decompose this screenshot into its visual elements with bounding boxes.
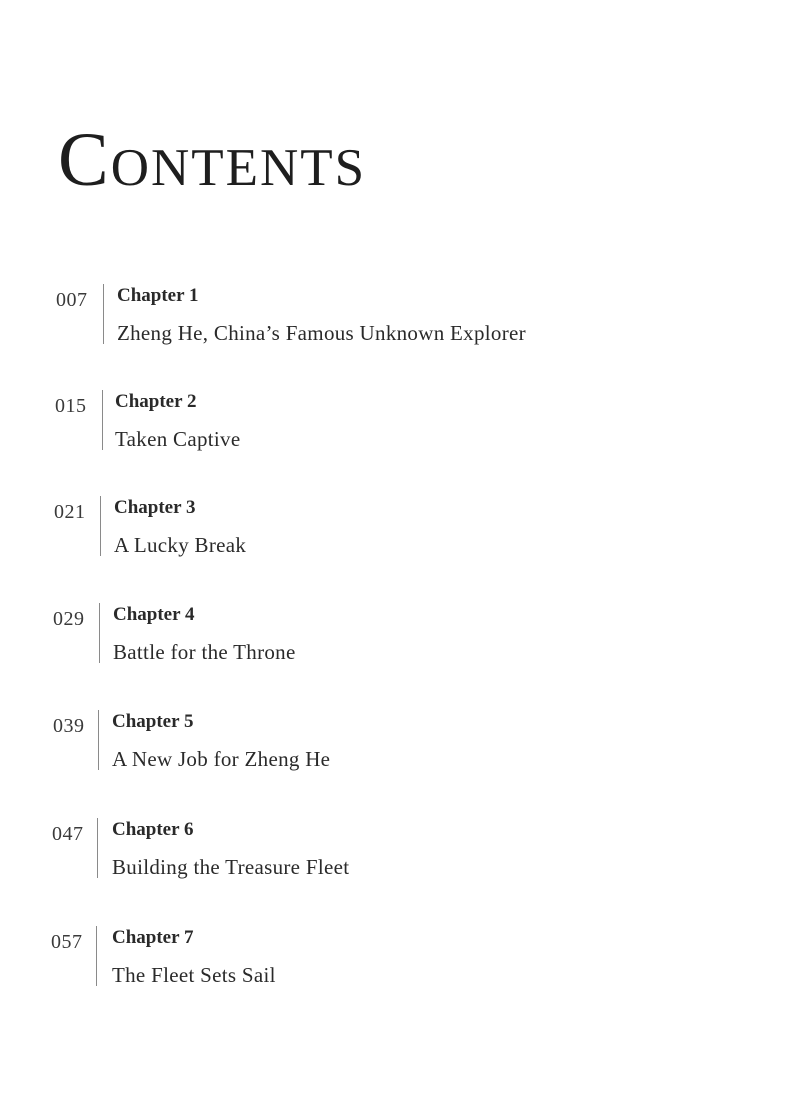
toc-entry-chapter-2[interactable] [55, 390, 575, 470]
toc-chapter-title: Taken Captive [115, 427, 241, 451]
page-title: Contents [58, 118, 367, 202]
toc-chapter-title: Building the Treasure Fleet [112, 855, 350, 879]
toc-chapter-label: Chapter 1 [117, 285, 199, 306]
toc-entry-chapter-3[interactable] [54, 496, 574, 576]
toc-chapter-title: A New Job for Zheng He [112, 747, 331, 771]
toc-divider [100, 496, 101, 556]
toc-chapter-title: Zheng He, China’s Famous Unknown Explorer [117, 321, 526, 345]
toc-page-number: 029 [53, 608, 85, 630]
toc-divider [98, 710, 99, 770]
toc-chapter-label: Chapter 4 [113, 604, 195, 625]
toc-entry-chapter-6[interactable] [52, 818, 572, 898]
toc-page-number: 039 [53, 715, 85, 737]
toc-entry-chapter-7[interactable] [51, 926, 571, 1006]
toc-page-number: 015 [55, 395, 87, 417]
toc-divider [99, 603, 100, 663]
toc-divider [96, 926, 97, 986]
toc-divider [97, 818, 98, 878]
toc-entry-chapter-1[interactable] [56, 284, 576, 364]
toc-entry-chapter-5[interactable] [53, 710, 573, 790]
toc-chapter-title: Battle for the Throne [113, 640, 296, 664]
toc-entry-chapter-4[interactable] [53, 603, 573, 683]
toc-chapter-label: Chapter 3 [114, 497, 196, 518]
toc-chapter-label: Chapter 2 [115, 391, 197, 412]
toc-chapter-title: A Lucky Break [114, 533, 247, 557]
toc-page-number: 057 [51, 931, 83, 953]
toc-page-number: 047 [52, 823, 84, 845]
toc-chapter-label: Chapter 5 [112, 711, 194, 732]
toc-page-number: 007 [56, 289, 88, 311]
toc-chapter-title: The Fleet Sets Sail [112, 963, 276, 987]
toc-divider [103, 284, 104, 344]
toc-page-number: 021 [54, 501, 86, 523]
toc-chapter-label: Chapter 7 [112, 927, 194, 948]
toc-divider [102, 390, 103, 450]
toc-chapter-label: Chapter 6 [112, 819, 194, 840]
